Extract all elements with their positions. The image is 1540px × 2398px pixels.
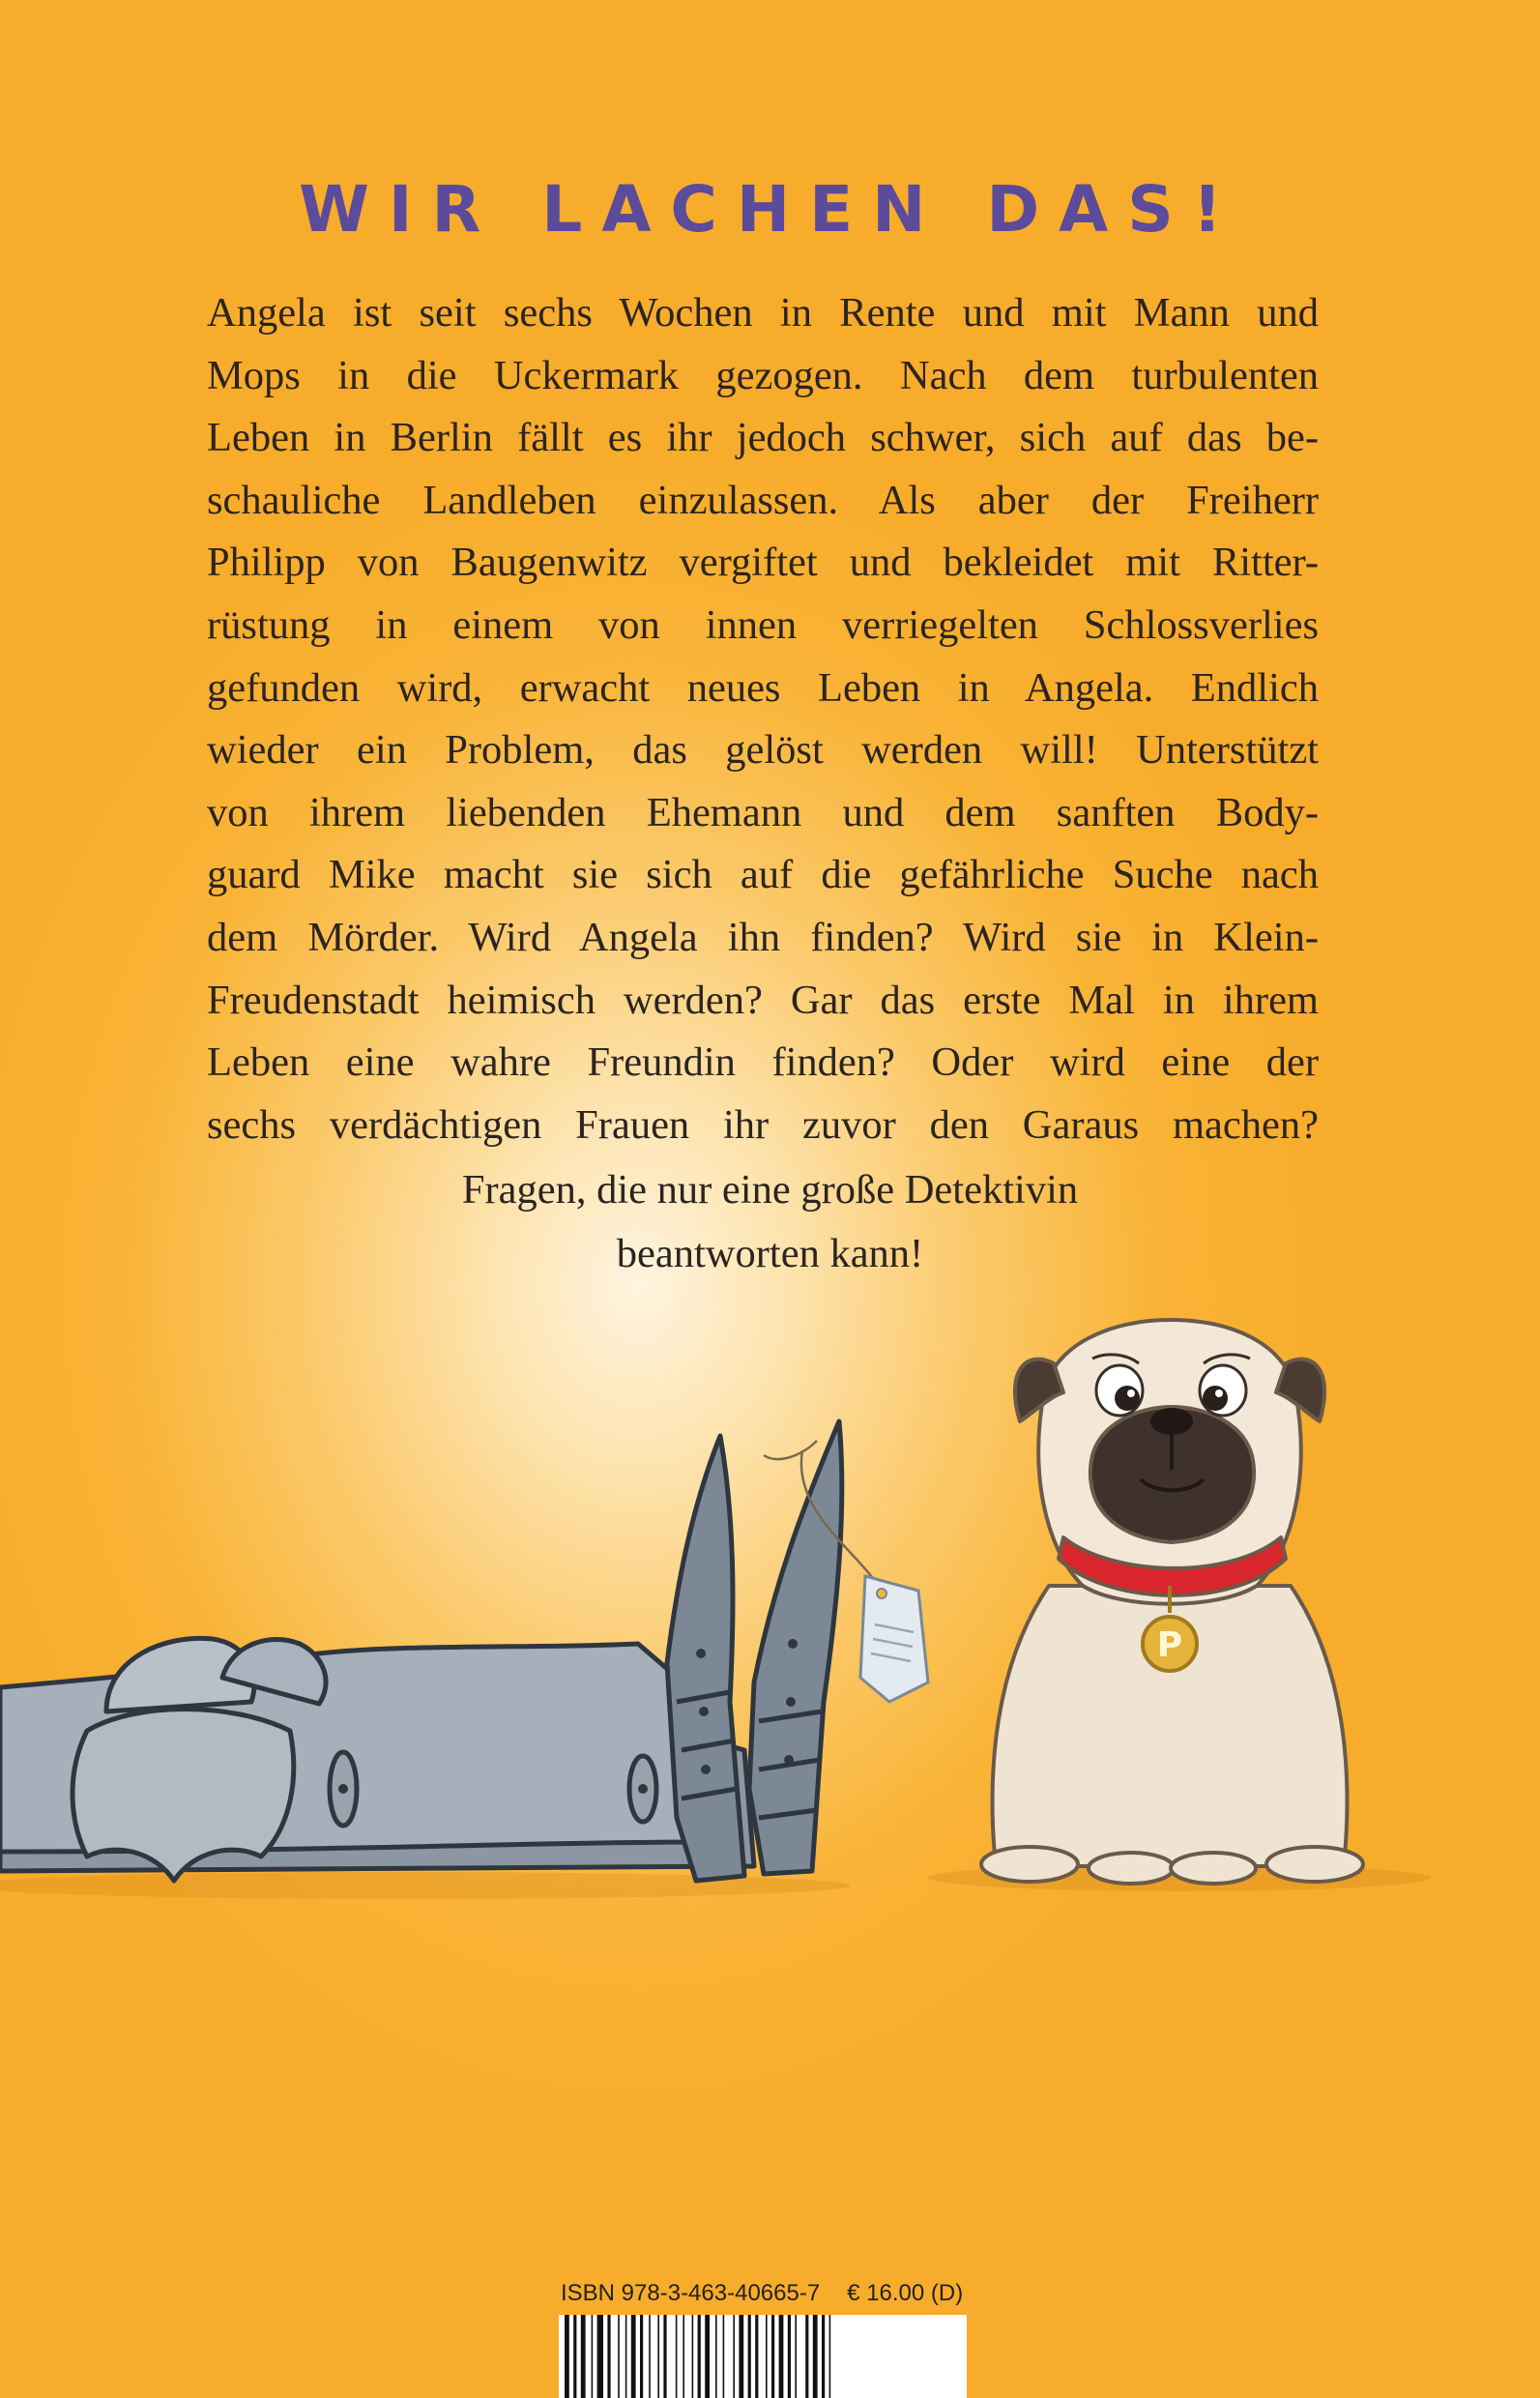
blurb-line: sechs verdächtigen Frauen ihr zuvor den Garaus machen? xyxy=(207,1101,1319,1148)
barcode-bar xyxy=(733,2315,735,2398)
barcode-bar xyxy=(607,2315,610,2398)
blurb-line: Leben eine wahre Freundin finden? Oder wird eine der xyxy=(207,1039,1319,1086)
barcode-bar xyxy=(748,2315,751,2398)
blurb-line: dem Mörder. Wird Angela ihn finden? Wird sie in Klein- xyxy=(207,914,1319,960)
barcode-bar xyxy=(565,2315,569,2398)
barcode-bar xyxy=(779,2315,784,2398)
barcode-bar xyxy=(573,2315,576,2398)
isbn-number: ISBN 978-3-463-40665-7 xyxy=(561,2280,821,2306)
pug-dog xyxy=(981,1320,1363,1884)
barcode xyxy=(559,2315,967,2398)
blurb-line: gefunden wird, erwacht neues Leben in Angela. Endlich xyxy=(207,664,1319,711)
cover-illustration xyxy=(0,1276,1540,1934)
price-label: € 16.00 (D) xyxy=(847,2280,964,2306)
closing-line: beantworten kann! xyxy=(616,1231,924,1276)
barcode-bar xyxy=(723,2315,725,2398)
blurb-line: Mops in die Uckermark gezogen. Nach dem turbulenten xyxy=(207,352,1319,398)
barcode-bar xyxy=(822,2315,825,2398)
blurb-line: rüstung in einem von innen verriegelten Schlossverlies xyxy=(207,601,1319,648)
barcode-bar xyxy=(631,2315,636,2398)
blurb-line: guard Mike macht sie sich auf die gefährliche Suche nach xyxy=(207,852,1319,898)
blurb-line: von ihrem liebenden Ehemann und dem sanften Body- xyxy=(207,789,1319,835)
barcode-bar xyxy=(795,2315,797,2398)
armor-legs xyxy=(0,1421,842,1881)
barcode-bar xyxy=(657,2315,659,2398)
blurb-line: Freudenstadt heimisch werden? Gar das erste Mal in ihrem xyxy=(207,977,1319,1023)
barcode-bar xyxy=(829,2315,831,2398)
barcode-bar xyxy=(766,2315,768,2398)
barcode-bar xyxy=(771,2315,774,2398)
barcode-bar xyxy=(649,2315,651,2398)
barcode-bar xyxy=(683,2315,684,2398)
barcode-bar xyxy=(676,2315,678,2398)
closing-line: Fragen, die nur eine große Detektivin xyxy=(461,1167,1079,1213)
barcode-bar xyxy=(755,2315,758,2398)
headline: WIR LACHEN DAS! xyxy=(299,172,1241,247)
barcode-bar xyxy=(663,2315,666,2398)
barcode-bar xyxy=(698,2315,701,2398)
barcode-bar xyxy=(581,2315,586,2398)
barcode-bar xyxy=(692,2315,694,2398)
blurb-text xyxy=(207,282,1319,1156)
dog-tag-letter: P xyxy=(1156,1625,1183,1665)
barcode-bar xyxy=(640,2315,643,2398)
blurb-line: wieder ein Problem, das gelöst werden will! Unterstützt xyxy=(207,727,1319,774)
barcode-bar xyxy=(597,2315,603,2398)
barcode-bar xyxy=(625,2315,627,2398)
barcode-bar xyxy=(715,2315,717,2398)
blurb-line: schauliche Landleben einzulassen. Als aber der Freiherr xyxy=(207,477,1319,523)
blurb-line: Angela ist seit sechs Wochen in Rente und mit Mann und xyxy=(207,290,1319,336)
blurb-line: Philipp von Baugenwitz vergiftet und bekleidet mit Ritter- xyxy=(207,540,1319,586)
barcode-bar xyxy=(805,2315,808,2398)
barcode-bar xyxy=(592,2315,594,2398)
barcode-bar xyxy=(739,2315,743,2398)
blurb-line: Leben in Berlin fällt es ihr jedoch schwer, sich auf das be- xyxy=(207,415,1319,461)
barcode-bar xyxy=(788,2315,791,2398)
barcode-bar xyxy=(618,2315,620,2398)
closing-text xyxy=(0,1158,1540,1286)
barcode-bar xyxy=(705,2315,710,2398)
isbn-line xyxy=(561,2280,967,2307)
barcode-bar xyxy=(813,2315,818,2398)
